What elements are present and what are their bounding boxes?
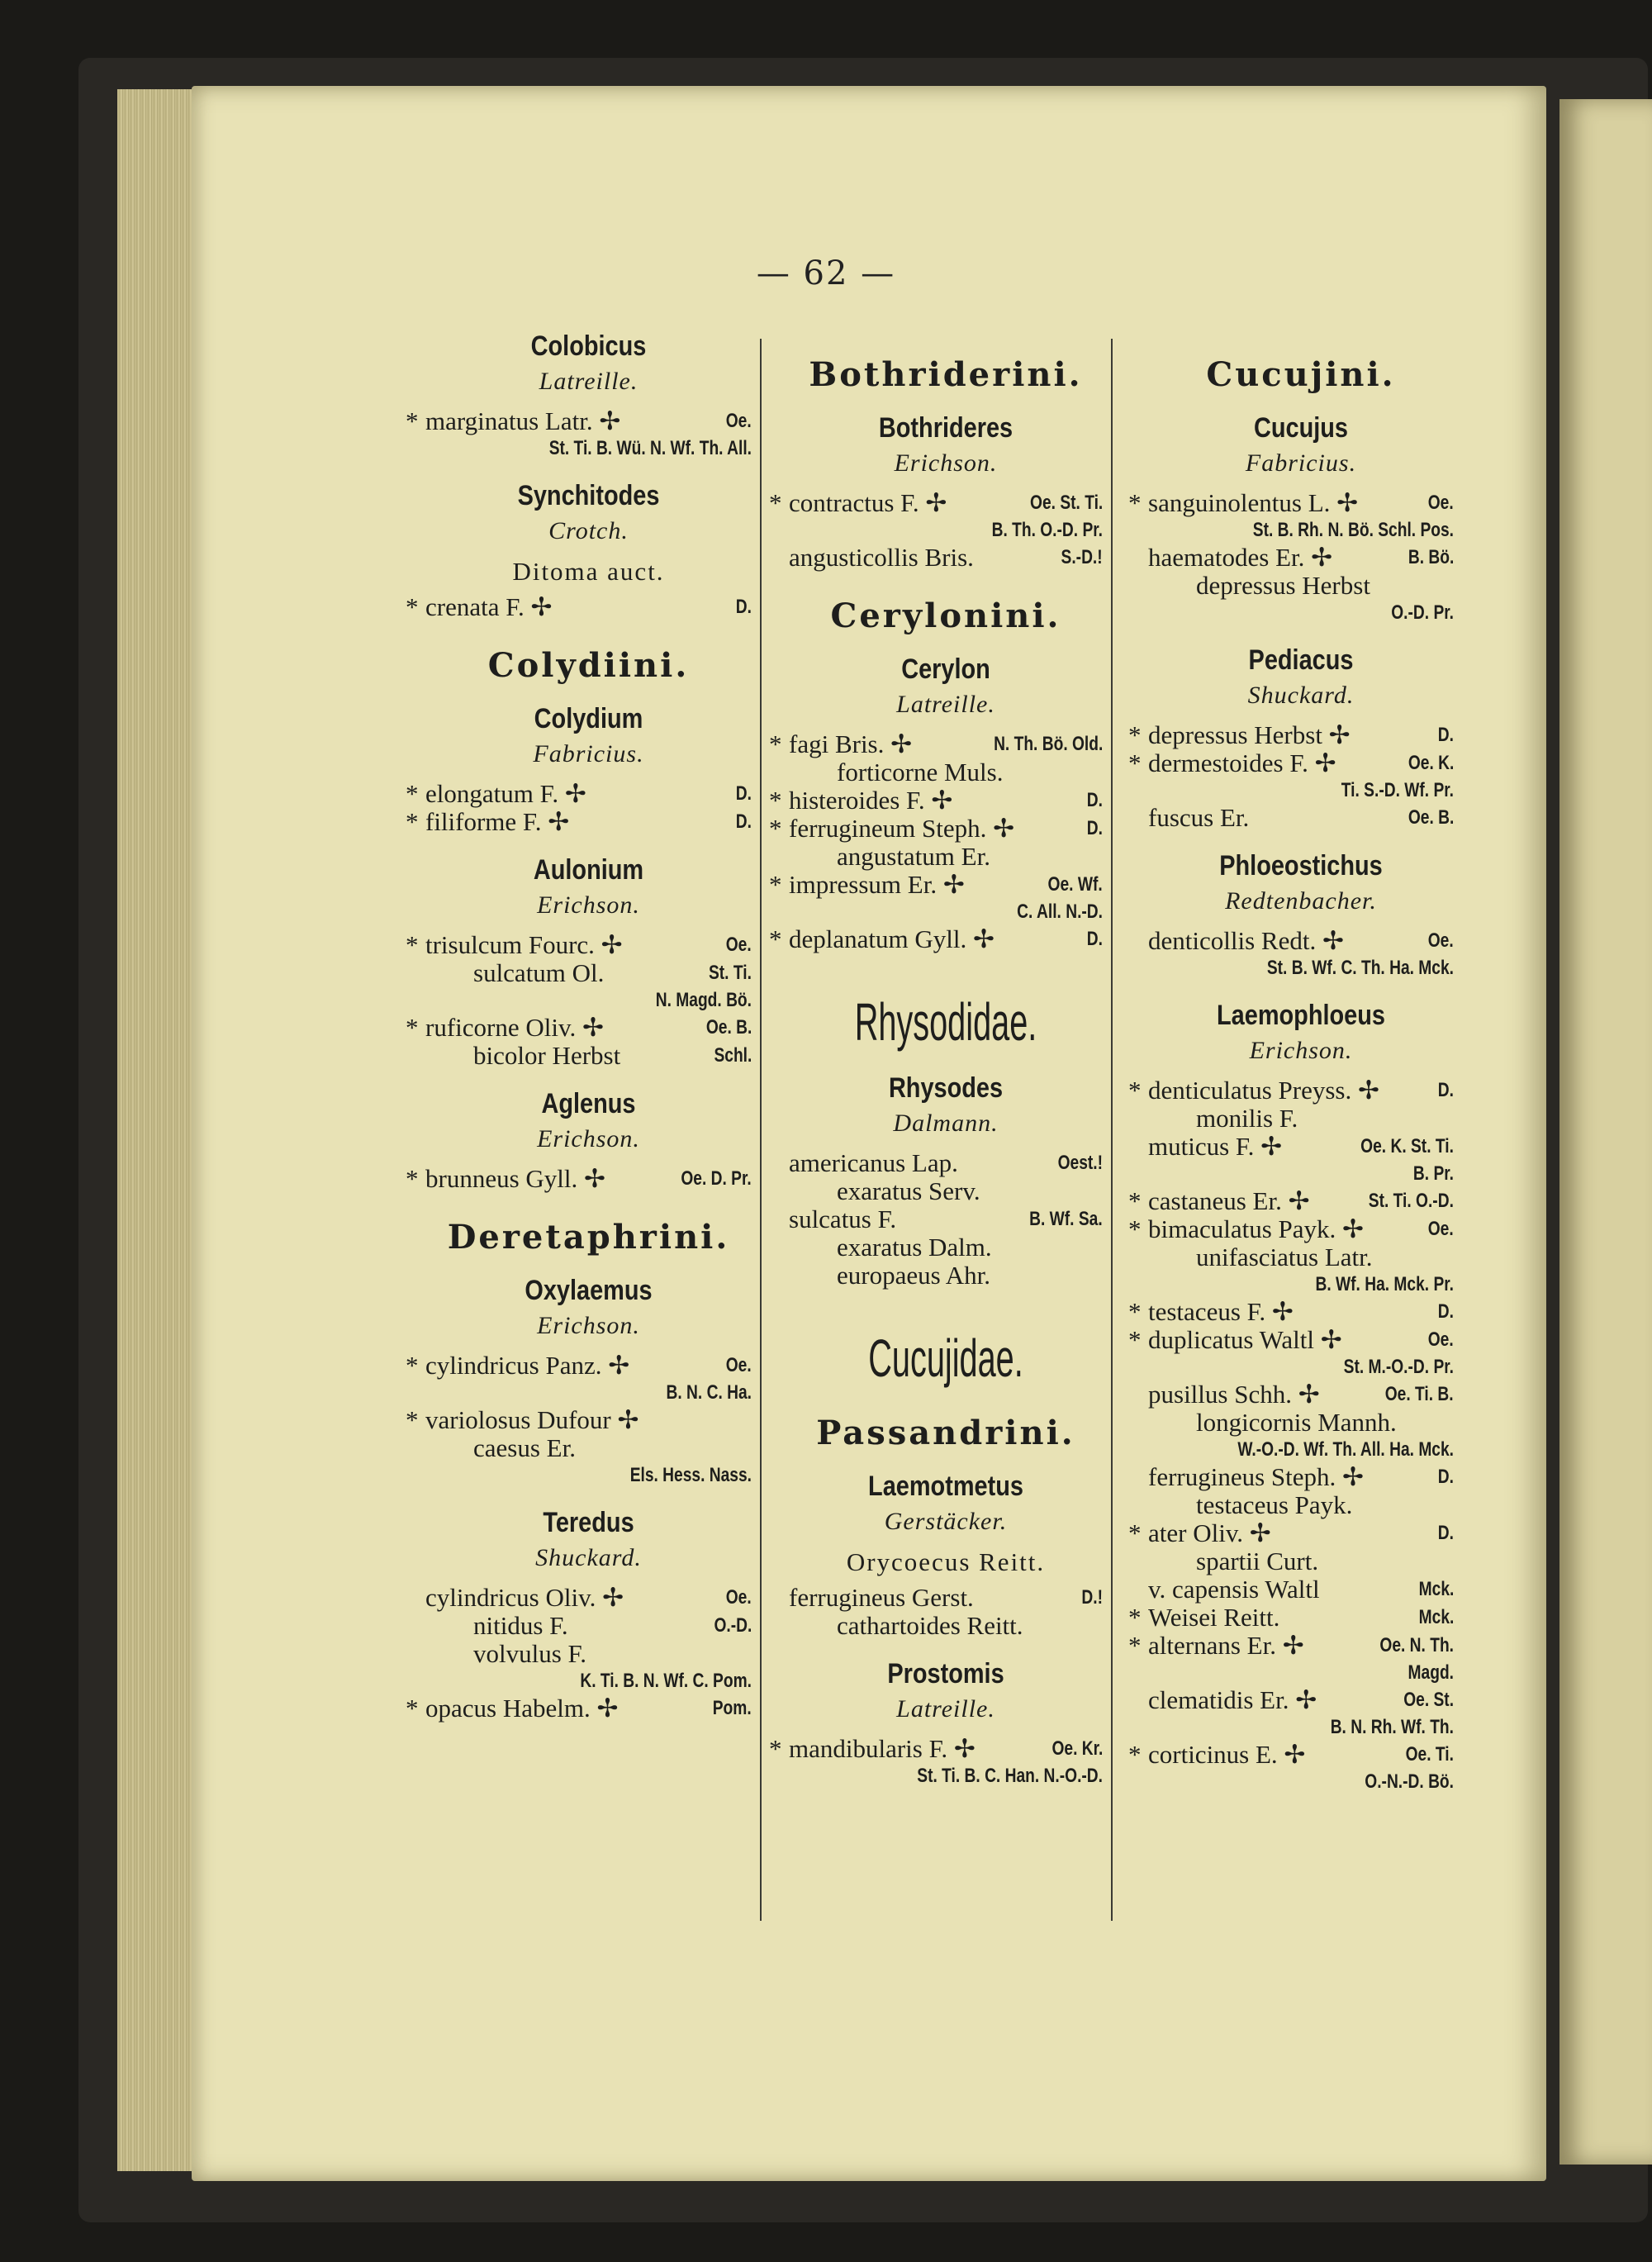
species-name: forticorne Muls.: [837, 758, 1004, 786]
species-name: depressus Herbst: [1196, 571, 1370, 600]
star-marker: *: [1128, 748, 1142, 777]
distribution-line: St. Ti. B. C. Han. N.-O.-D.: [917, 1765, 1103, 1787]
species-name: exaratus Dalm.: [837, 1233, 992, 1262]
species-name: Weisei Reitt.: [1148, 1603, 1280, 1632]
species-name: histeroides F. ✢: [789, 786, 953, 815]
species-name: contractus F. ✢: [789, 488, 947, 517]
species-name: unifasciatus Latr.: [1196, 1243, 1373, 1271]
species-name: filiforme F. ✢: [425, 807, 570, 836]
facing-page-edge: [1559, 99, 1652, 2165]
species-name: mandibularis F. ✢: [789, 1734, 976, 1763]
column-3: [1128, 330, 1454, 1795]
species-name: europaeus Ahr.: [837, 1261, 990, 1290]
distribution-line: K. Ti. B. N. Wf. C. Pom.: [580, 1670, 752, 1692]
star-marker: *: [1128, 720, 1142, 749]
species-entry: [1148, 1575, 1454, 1604]
distribution-line: B. N. Rh. Wf. Th.: [1330, 1716, 1454, 1738]
page-number: — 62 —: [756, 254, 896, 292]
genus-heading: Cerylon: [901, 653, 990, 685]
distribution: Mck.: [1418, 1606, 1454, 1628]
star-marker: *: [406, 1013, 419, 1042]
species-name: bimaculatus Payk. ✢: [1148, 1214, 1365, 1243]
species-name: angustatum Er.: [837, 842, 990, 871]
genus-heading: Cucujus: [1253, 412, 1349, 444]
distribution: D.: [1437, 1300, 1454, 1323]
distribution: O.-D.: [714, 1614, 752, 1637]
genus-author: Erichson.: [537, 891, 640, 919]
star-marker: *: [1128, 1214, 1142, 1243]
distribution-line: St. M.-O.-D. Pr.: [1343, 1356, 1454, 1378]
genus-heading: Synchitodes: [517, 480, 660, 511]
species-entry: [769, 488, 1103, 517]
species-name: ferrugineum Steph. ✢: [789, 814, 1015, 843]
star-marker: *: [1128, 1325, 1142, 1354]
star-marker: *: [1128, 1740, 1142, 1769]
species-name: cathartoides Reitt.: [837, 1611, 1023, 1640]
star-marker: *: [1128, 1631, 1142, 1660]
distribution: Mck.: [1418, 1578, 1454, 1600]
species-name: muticus F. ✢: [1148, 1132, 1283, 1161]
distribution: D.: [1437, 1466, 1454, 1488]
distribution: Pom.: [713, 1697, 752, 1719]
species-entry: [1128, 1740, 1454, 1769]
distribution-line: C. All. N.-D.: [1017, 901, 1103, 923]
distribution-line: B. Th. O.-D. Pr.: [991, 519, 1103, 541]
species-name: spartii Curt.: [1196, 1547, 1319, 1575]
species-name: cylindricus Oliv. ✢: [425, 1583, 624, 1612]
tribe-heading: Passandrini.: [816, 1414, 1075, 1452]
species-name: testaceus F. ✢: [1148, 1297, 1294, 1326]
species-name: testaceus Payk.: [1196, 1490, 1353, 1519]
distribution-line: O.-D. Pr.: [1391, 601, 1454, 624]
species-entry: [1148, 1380, 1454, 1409]
distribution: Oe. Wf.: [1047, 873, 1103, 896]
genus-author: Shuckard.: [1247, 682, 1355, 709]
distribution: St. Ti. O.-D.: [1368, 1190, 1454, 1212]
distribution: Schl.: [714, 1044, 752, 1067]
star-marker: *: [1128, 1297, 1142, 1326]
synonym-genus: Ditoma auct.: [512, 557, 665, 586]
distribution: Oe. D. Pr.: [681, 1167, 752, 1190]
distribution-line: B. Wf. Ha. Mck. Pr.: [1315, 1273, 1454, 1295]
species-name: sanguinolentus L. ✢: [1148, 488, 1359, 517]
star-marker: *: [406, 1694, 419, 1723]
distribution-line: O.-N.-D. Bö.: [1365, 1770, 1454, 1793]
species-entry: [1148, 544, 1454, 572]
species-entry: [789, 1262, 1103, 1290]
species-entry: [789, 544, 1103, 572]
species-name: elongatum F. ✢: [425, 779, 586, 808]
species-name: volvulus F.: [473, 1639, 587, 1668]
species-name: trisulcum Fourc. ✢: [425, 930, 623, 959]
family-heading: Cucujidae.: [868, 1328, 1023, 1388]
synonym-genus: Orycoecus Reitt.: [846, 1547, 1046, 1576]
species-entry: [789, 758, 1103, 786]
species-name: fuscus Er.: [1148, 803, 1250, 832]
species-name: duplicatus Waltl ✢: [1148, 1325, 1342, 1354]
species-name: cylindricus Panz. ✢: [425, 1351, 630, 1380]
genus-author: Crotch.: [548, 517, 629, 544]
family-heading: Rhysodidae.: [854, 992, 1037, 1052]
distribution: Oe. B.: [705, 1016, 752, 1038]
species-entry: [1128, 1076, 1454, 1105]
genus-heading: Laemotmetus: [868, 1471, 1023, 1502]
distribution: D.: [735, 810, 752, 833]
genus-heading: Colobicus: [530, 330, 647, 362]
species-name: brunneus Gyll. ✢: [425, 1164, 605, 1193]
distribution-line: St. Ti. B. Wü. N. Wf. Th. All.: [548, 437, 752, 459]
species-entry: [769, 870, 1103, 899]
species-entry: [1148, 1243, 1454, 1271]
species-entry: [1148, 1686, 1454, 1714]
genus-author: Latreille.: [896, 691, 995, 718]
star-marker: *: [769, 488, 782, 517]
genus-author: Dalmann.: [893, 1110, 999, 1137]
star-marker: *: [1128, 1603, 1142, 1632]
distribution-line: B. Pr.: [1412, 1162, 1454, 1185]
distribution: B. Wf. Sa.: [1029, 1208, 1103, 1230]
species-entry: [1148, 572, 1454, 600]
species-entry: [425, 1612, 752, 1640]
species-name: dermestoides F. ✢: [1148, 748, 1336, 777]
genus-heading: Pediacus: [1248, 644, 1354, 676]
genus-author: Latreille.: [896, 1695, 995, 1723]
genus-author: Shuckard.: [535, 1544, 642, 1571]
distribution: Oest.!: [1057, 1152, 1103, 1174]
species-entry: [789, 1584, 1103, 1612]
distribution: Oe.: [726, 934, 752, 956]
genus-heading: Colydium: [534, 703, 643, 734]
species-entry: [1148, 1547, 1454, 1575]
star-marker: *: [406, 930, 419, 959]
species-entry: [769, 814, 1103, 843]
species-name: bicolor Herbst: [473, 1041, 621, 1070]
distribution-line: B. N. C. Ha.: [666, 1381, 752, 1404]
genus-author: Fabricius.: [533, 740, 644, 767]
column-2: [769, 330, 1103, 1789]
species-name: castaneus Er. ✢: [1148, 1186, 1310, 1215]
distribution: Oe.: [726, 410, 752, 432]
star-marker: *: [1128, 488, 1142, 517]
genus-heading: Bothrideres: [878, 412, 1014, 444]
star-marker: *: [769, 729, 782, 758]
genus-heading: Teredus: [543, 1507, 634, 1538]
species-name: ferrugineus Steph. ✢: [1148, 1462, 1365, 1491]
genus-heading: Aulonium: [533, 854, 644, 886]
species-name: nitidus F.: [473, 1611, 568, 1640]
species-entry: [1148, 1491, 1454, 1519]
genus-author: Latreille.: [539, 368, 638, 395]
distribution: Oe. K.: [1408, 752, 1454, 774]
species-name: angusticollis Bris.: [789, 543, 974, 572]
star-marker: *: [769, 924, 782, 953]
distribution: Oe. N. Th.: [1379, 1634, 1454, 1656]
genus-heading: Phloeostichus: [1219, 850, 1383, 882]
species-entry: [1128, 1297, 1454, 1326]
genus-heading: Laemophloeus: [1217, 1000, 1385, 1031]
genus-author: Erichson.: [894, 449, 998, 477]
species-entry: [406, 1164, 752, 1193]
star-marker: *: [406, 592, 419, 621]
species-name: opacus Habelm. ✢: [425, 1694, 619, 1723]
tribe-heading: Colydiini.: [487, 646, 690, 685]
species-name: ater Oliv. ✢: [1148, 1518, 1271, 1547]
star-marker: *: [769, 870, 782, 899]
genus-heading: Prostomis: [887, 1658, 1004, 1689]
species-entry: [406, 1694, 752, 1723]
genus-heading: Aglenus: [541, 1088, 636, 1119]
star-marker: *: [406, 1351, 419, 1380]
species-name: impressum Er. ✢: [789, 870, 965, 899]
species-entry: [1148, 1105, 1454, 1133]
genus-author: Redtenbacher.: [1225, 887, 1377, 915]
distribution: D.: [1437, 724, 1454, 746]
species-entry: [1128, 748, 1454, 777]
tribe-heading: Cucujini.: [1206, 355, 1396, 394]
species-name: longicornis Mannh.: [1196, 1408, 1397, 1437]
species-entry: [789, 1205, 1103, 1233]
genus-author: Erichson.: [537, 1125, 640, 1152]
species-entry: [789, 1233, 1103, 1262]
distribution: N. Th. Bö. Old.: [993, 733, 1103, 755]
distribution: D.!: [1081, 1586, 1103, 1609]
distribution: D.: [1086, 928, 1103, 950]
species-name: variolosus Dufour ✢: [425, 1405, 639, 1434]
species-entry: [1128, 1186, 1454, 1215]
species-entry: [406, 807, 752, 836]
species-entry: [789, 1612, 1103, 1640]
genus-heading: Rhysodes: [888, 1072, 1004, 1104]
species-entry: [1148, 1463, 1454, 1491]
star-marker: *: [1128, 1076, 1142, 1105]
species-name: fagi Bris. ✢: [789, 729, 913, 758]
star-marker: *: [406, 406, 419, 435]
species-name: depressus Herbst ✢: [1148, 720, 1351, 749]
species-entry: [425, 1640, 752, 1668]
species-entry: [769, 786, 1103, 815]
distribution: D.: [1086, 817, 1103, 839]
species-entry: [1148, 1409, 1454, 1437]
species-entry: [1128, 720, 1454, 749]
species-entry: [406, 930, 752, 959]
star-marker: *: [769, 814, 782, 843]
genus-author: Fabricius.: [1245, 449, 1357, 477]
species-name: corticinus E. ✢: [1148, 1740, 1306, 1769]
distribution-line: Magd.: [1408, 1661, 1454, 1684]
species-name: ferrugineus Gerst.: [789, 1583, 974, 1612]
distribution: S.-D.!: [1061, 546, 1103, 568]
tribe-heading: Cerylonini.: [830, 596, 1061, 635]
species-name: exaratus Serv.: [837, 1176, 980, 1205]
distribution: Oe. Ti. B.: [1385, 1383, 1454, 1405]
star-marker: *: [769, 786, 782, 815]
genus-author: Erichson.: [1249, 1037, 1353, 1064]
species-entry: [1128, 1325, 1454, 1354]
species-name: americanus Lap.: [789, 1148, 958, 1177]
distribution: Oe.: [1428, 1218, 1454, 1240]
species-entry: [789, 1149, 1103, 1177]
distribution-line: N. Magd. Bö.: [655, 989, 752, 1011]
distribution: D.: [735, 782, 752, 805]
species-entry: [406, 1405, 752, 1434]
distribution: Oe. St.: [1403, 1689, 1454, 1711]
tribe-heading: Bothriderini.: [809, 355, 1083, 394]
species-name: pusillus Schh. ✢: [1148, 1380, 1320, 1409]
species-entry: [406, 592, 752, 621]
tribe-heading: Deretaphrini.: [447, 1218, 730, 1257]
species-entry: [1148, 927, 1454, 955]
distribution-line: Els. Hess. Nass.: [629, 1464, 752, 1486]
distribution: Oe. St. Ti.: [1029, 492, 1103, 514]
distribution: D.: [735, 596, 752, 618]
star-marker: *: [406, 1405, 419, 1434]
column-1: [406, 330, 752, 1723]
species-entry: [425, 1584, 752, 1612]
star-marker: *: [406, 807, 419, 836]
species-entry: [769, 924, 1103, 953]
genus-author: Erichson.: [537, 1312, 640, 1339]
star-marker: *: [406, 779, 419, 808]
page-edges: [117, 89, 192, 2171]
distribution: D.: [1437, 1079, 1454, 1101]
species-entry: [1128, 1603, 1454, 1632]
species-entry: [789, 843, 1103, 871]
species-name: monilis F.: [1196, 1104, 1298, 1133]
distribution: Oe.: [1428, 492, 1454, 514]
species-name: crenata F. ✢: [425, 592, 553, 621]
species-entry: [1128, 488, 1454, 517]
species-entry: [406, 406, 752, 435]
distribution: D.: [1437, 1522, 1454, 1544]
species-name: clematidis Er. ✢: [1148, 1685, 1317, 1714]
species-name: denticollis Redt. ✢: [1148, 926, 1344, 955]
species-entry: [1128, 1631, 1454, 1660]
species-name: denticulatus Preyss. ✢: [1148, 1076, 1379, 1105]
species-entry: [769, 729, 1103, 758]
species-name: v. capensis Waltl: [1148, 1575, 1320, 1604]
species-entry: [1148, 1133, 1454, 1161]
distribution: St. Ti.: [709, 962, 752, 984]
distribution-line: St. B. Rh. N. Bö. Schl. Pos.: [1252, 519, 1454, 541]
species-name: sulcatus F.: [789, 1205, 897, 1233]
distribution: Oe.: [1428, 1328, 1454, 1351]
genus-author: Gerstäcker.: [884, 1508, 1008, 1535]
distribution-line: St. B. Wf. C. Th. Ha. Mck.: [1266, 957, 1454, 979]
column-rule-2: [1111, 339, 1113, 1921]
species-entry: [425, 1434, 752, 1462]
species-entry: [769, 1734, 1103, 1763]
distribution: Oe.: [1428, 929, 1454, 952]
column-rule-1: [760, 339, 762, 1921]
distribution: B. Bö.: [1408, 546, 1454, 568]
species-name: alternans Er. ✢: [1148, 1631, 1304, 1660]
distribution: Oe. Ti.: [1405, 1743, 1454, 1765]
species-entry: [425, 1042, 752, 1070]
species-entry: [406, 1351, 752, 1380]
species-entry: [1148, 804, 1454, 832]
species-name: marginatus Latr. ✢: [425, 406, 621, 435]
species-name: ruficorne Oliv. ✢: [425, 1013, 604, 1042]
star-marker: *: [1128, 1518, 1142, 1547]
distribution: Oe.: [726, 1354, 752, 1376]
distribution: Oe. B.: [1408, 806, 1454, 829]
distribution: Oe. Kr.: [1051, 1737, 1103, 1760]
genus-heading: Oxylaemus: [525, 1275, 653, 1306]
star-marker: *: [769, 1734, 782, 1763]
species-name: deplanatum Gyll. ✢: [789, 924, 995, 953]
species-entry: [789, 1177, 1103, 1205]
species-name: haematodes Er. ✢: [1148, 543, 1333, 572]
species-name: caesus Er.: [473, 1433, 576, 1462]
species-entry: [1128, 1518, 1454, 1547]
species-entry: [425, 959, 752, 987]
species-entry: [406, 779, 752, 808]
distribution: Oe. K. St. Ti.: [1360, 1135, 1454, 1157]
distribution-line: Ti. S.-D. Wf. Pr.: [1341, 779, 1454, 801]
distribution: Oe.: [726, 1586, 752, 1609]
star-marker: *: [1128, 1186, 1142, 1215]
species-entry: [406, 1013, 752, 1042]
species-entry: [1128, 1214, 1454, 1243]
distribution-line: W.-O.-D. Wf. Th. All. Ha. Mck.: [1237, 1438, 1454, 1461]
species-name: sulcatum Ol.: [473, 958, 605, 987]
star-marker: *: [406, 1164, 419, 1193]
distribution: D.: [1086, 789, 1103, 811]
